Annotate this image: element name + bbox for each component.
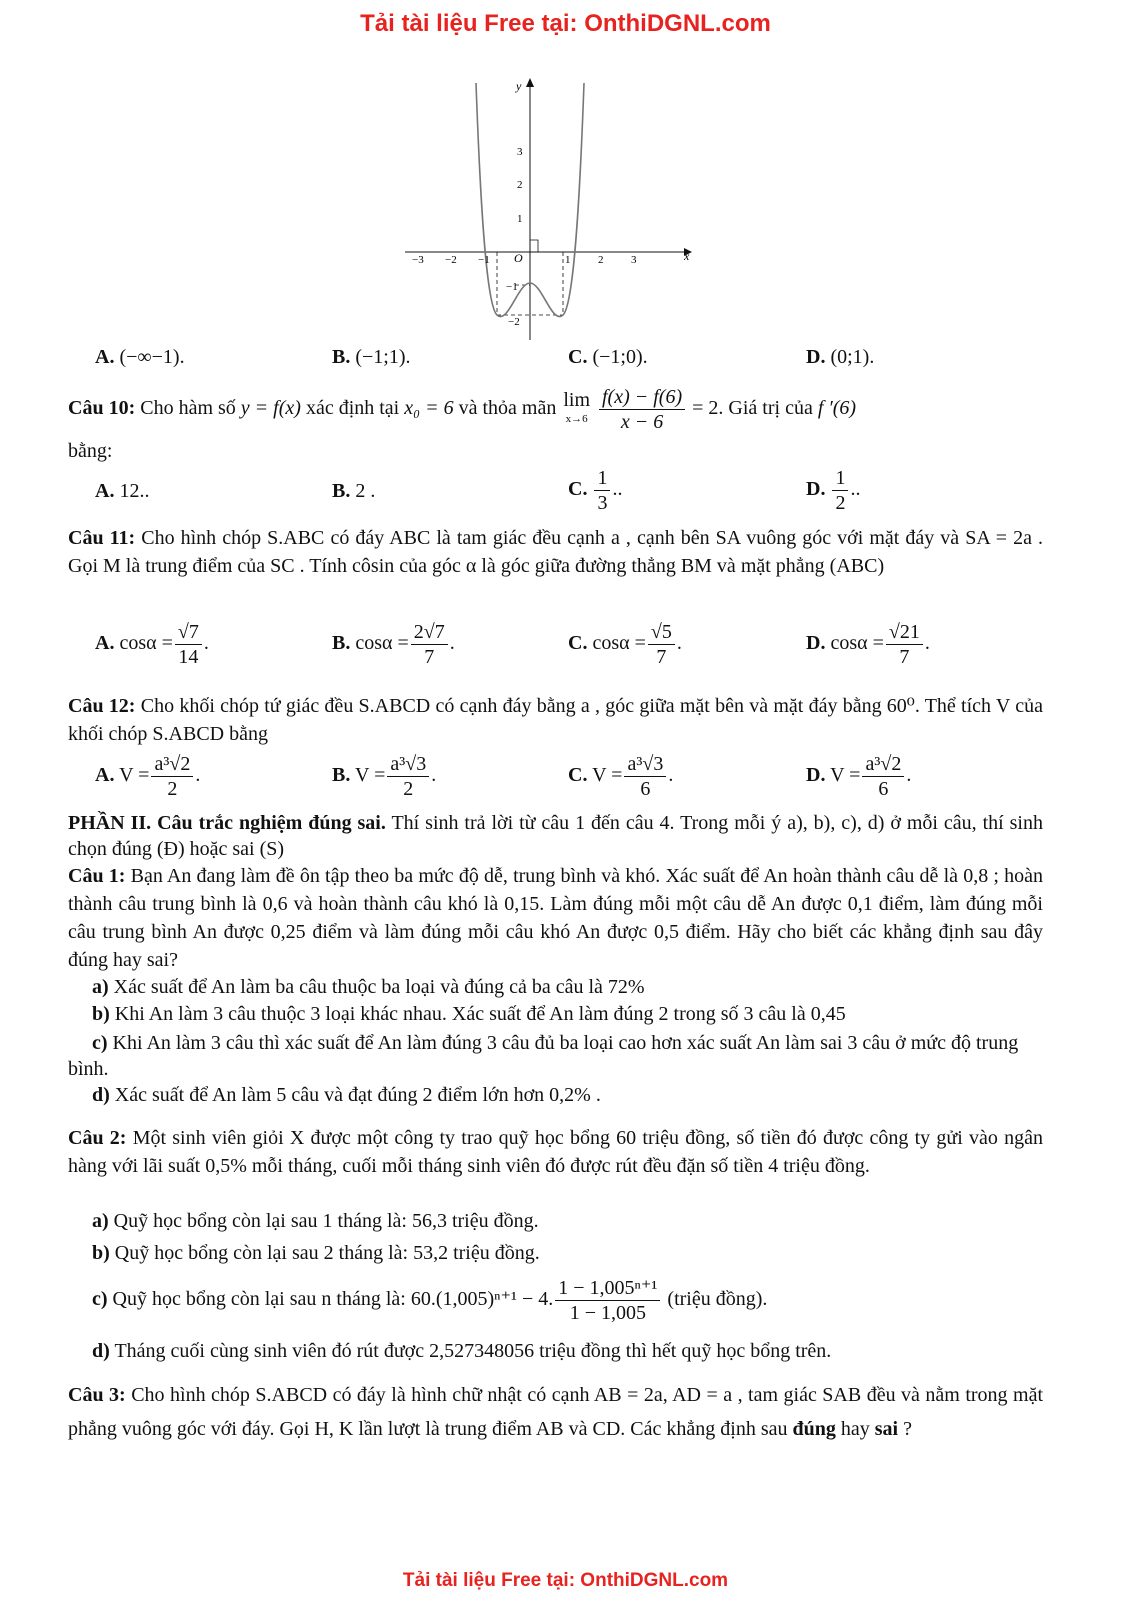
origin-label: O bbox=[514, 251, 523, 265]
q12-option-b[interactable]: B. V = $\frac{\text{a³√3}}{2}$ . bbox=[332, 753, 437, 800]
question-10-tail: bằng: bbox=[68, 440, 113, 462]
q9-option-c[interactable]: C. (−1;0). bbox=[568, 346, 648, 368]
y-axis-label: y bbox=[516, 79, 522, 93]
y-tick: 1 bbox=[517, 213, 523, 225]
q9-option-d[interactable]: D. (0;1). bbox=[806, 346, 875, 368]
q12-option-c[interactable]: C. V = $\frac{\text{a³√3}}{6}$ . bbox=[568, 753, 674, 800]
question-11: Câu 11: Cho hình chóp S.ABC có đáy ABC là tam giác đều cạnh a , cạnh bên SA vuông góc với mặt đáy và SA = 2a . Gọi M là trung điểm của SC . Tính côsin của góc α là góc giữa đường thẳng BM và mặt phẳng (ABC) bbox=[68, 527, 1043, 577]
y-tick: −2 bbox=[508, 316, 520, 328]
part2-question-2: Câu 2: Một sinh viên giỏi X được một công ty trao quỹ học bổng 60 triệu đồng, số tiền đó được công ty gửi vào ngân hàng với lãi suất 0,5% mỗi tháng, cuối mỗi tháng sinh viên đó được rút đều đặn số tiền 4 triệu đồng. bbox=[68, 1127, 1044, 1177]
x-tick: 3 bbox=[631, 254, 637, 266]
x-axis-label: x bbox=[684, 249, 690, 263]
question-12: Câu 12: Cho khối chóp tứ giác đều S.ABCD có cạnh đáy bằng a , góc giữa mặt bên và mặt đáy bằng 60⁰. Thể tích V của khối chóp S.ABCD bằng bbox=[68, 695, 1044, 745]
y-tick: 2 bbox=[517, 179, 523, 191]
p2q2-statement-b[interactable]: b) Quỹ học bổng còn lại sau 2 tháng là: 53,2 triệu đồng. bbox=[92, 1242, 540, 1264]
q11-option-a[interactable]: A. cosα = $\frac{√7}{14}$ . bbox=[95, 621, 209, 668]
question-10: Câu 10: Cho hàm số y = f(x) xác định tại x₀ = 6 và thỏa mãn lim x→6 $\frac{f(x) - f(6)}{x - 6}$ = 2. Giá trị của f ′(6) bbox=[68, 386, 857, 433]
header-banner[interactable]: Tải tài liệu Free tại: OnthiDGNL.com bbox=[360, 10, 771, 37]
p2q2-statement-c[interactable]: c) Quỹ học bổng còn lại sau n tháng là: 60.(1,005)ⁿ⁺¹ − 4. $\frac{\text{1 − 1,005ⁿ⁺¹}}{1 - 1,005}$ (triệu đồng). bbox=[92, 1277, 768, 1324]
part2-question-1: Câu 1: Bạn An đang làm đề ôn tập theo ba mức độ dễ, trung bình và khó. Xác suất để An hoàn thành câu dễ là 0,8 ; hoàn thành câu trung bình là 0,6 và hoàn thành câu khó là 0,15. Làm đúng mỗi một câu dễ An được 0,1 điểm, làm đúng mỗi câu trung bình An được 0,25 điểm và làm đúng mỗi câu khó An được 0,5 điểm. Hãy cho biết các khẳng định sau đây đúng hay sai? bbox=[68, 865, 1044, 971]
x-tick: −2 bbox=[445, 254, 457, 266]
q9-option-a[interactable]: A. (−∞−1). bbox=[95, 346, 185, 368]
q9-option-b[interactable]: B. (−1;1). bbox=[332, 346, 411, 368]
y-tick: 3 bbox=[517, 146, 523, 158]
q11-option-c[interactable]: C. cosα = $\frac{√5}{7}$ . bbox=[568, 621, 682, 668]
p2q1-statement-c[interactable]: c) Khi An làm 3 câu thì xác suất để An làm đúng 3 câu đủ ba loại cao hơn xác suất An làm sai 3 câu ở mức độ trung bình. bbox=[68, 1032, 1019, 1080]
p2q1-statement-a[interactable]: a) Xác suất để An làm ba câu thuộc ba loại và đúng cả ba câu là 72% bbox=[92, 976, 645, 998]
part2-question-3: Câu 3: Cho hình chóp S.ABCD có đáy là hình chữ nhật có cạnh AB = 2a, AD = a , tam giác SAB đều và nằm trong mặt phẳng vuông góc với đáy. Gọi H, K lần lượt là trung điểm AB và CD. Các khẳng định sau đúng hay sai ? bbox=[68, 1384, 1044, 1440]
p2q2-statement-a[interactable]: a) Quỹ học bổng còn lại sau 1 tháng là: 56,3 triệu đồng. bbox=[92, 1210, 539, 1232]
y-axis-arrow bbox=[526, 78, 534, 87]
x-tick: 1 bbox=[565, 254, 571, 266]
p2q2-statement-d[interactable]: d) Tháng cuối cùng sinh viên đó rút được 2,527348056 triệu đồng thì hết quỹ học bổng trên. bbox=[92, 1340, 832, 1362]
p2q1-statement-b[interactable]: b) Khi An làm 3 câu thuộc 3 loại khác nhau. Xác suất để An làm đúng 2 trong số 3 câu là 0,45 bbox=[92, 1003, 846, 1025]
p2q1-statement-d[interactable]: d) Xác suất để An làm 5 câu và đạt đúng 2 điểm lớn hơn 0,2% . bbox=[92, 1084, 601, 1106]
q10-option-d[interactable]: D. $\frac{1}{2}$ .. bbox=[806, 467, 861, 514]
y-tick: −1 bbox=[506, 281, 518, 293]
x-tick: −3 bbox=[412, 254, 424, 266]
q10-option-a[interactable]: A. 12.. bbox=[95, 480, 150, 502]
q11-option-d[interactable]: D. cosα = $\frac{√21}{7}$ . bbox=[806, 621, 930, 668]
q12-option-d[interactable]: D. V = $\frac{\text{a³√2}}{6}$ . bbox=[806, 753, 912, 800]
q10-option-b[interactable]: B. 2 . bbox=[332, 480, 376, 502]
x-tick: 2 bbox=[598, 254, 604, 266]
q10-option-c[interactable]: C. $\frac{1}{3}$ .. bbox=[568, 467, 623, 514]
footer-banner[interactable]: Tải tài liệu Free tại: OnthiDGNL.com bbox=[402, 1570, 729, 1591]
x-tick: −1 bbox=[478, 254, 490, 266]
q12-option-a[interactable]: A. V = $\frac{\text{a³√2}}{2}$ . bbox=[95, 753, 201, 800]
function-graph bbox=[400, 75, 700, 345]
part-2-heading: PHẦN II. Câu trắc nghiệm đúng sai. Thí sinh trả lời từ câu 1 đến câu 4. Trong mỗi ý a), b), c), d) ở mỗi câu, thí sinh chọn đúng (Đ) hoặc sai (S) bbox=[68, 812, 1043, 860]
q11-option-b[interactable]: B. cosα = $\frac{2√7}{7}$ . bbox=[332, 621, 455, 668]
